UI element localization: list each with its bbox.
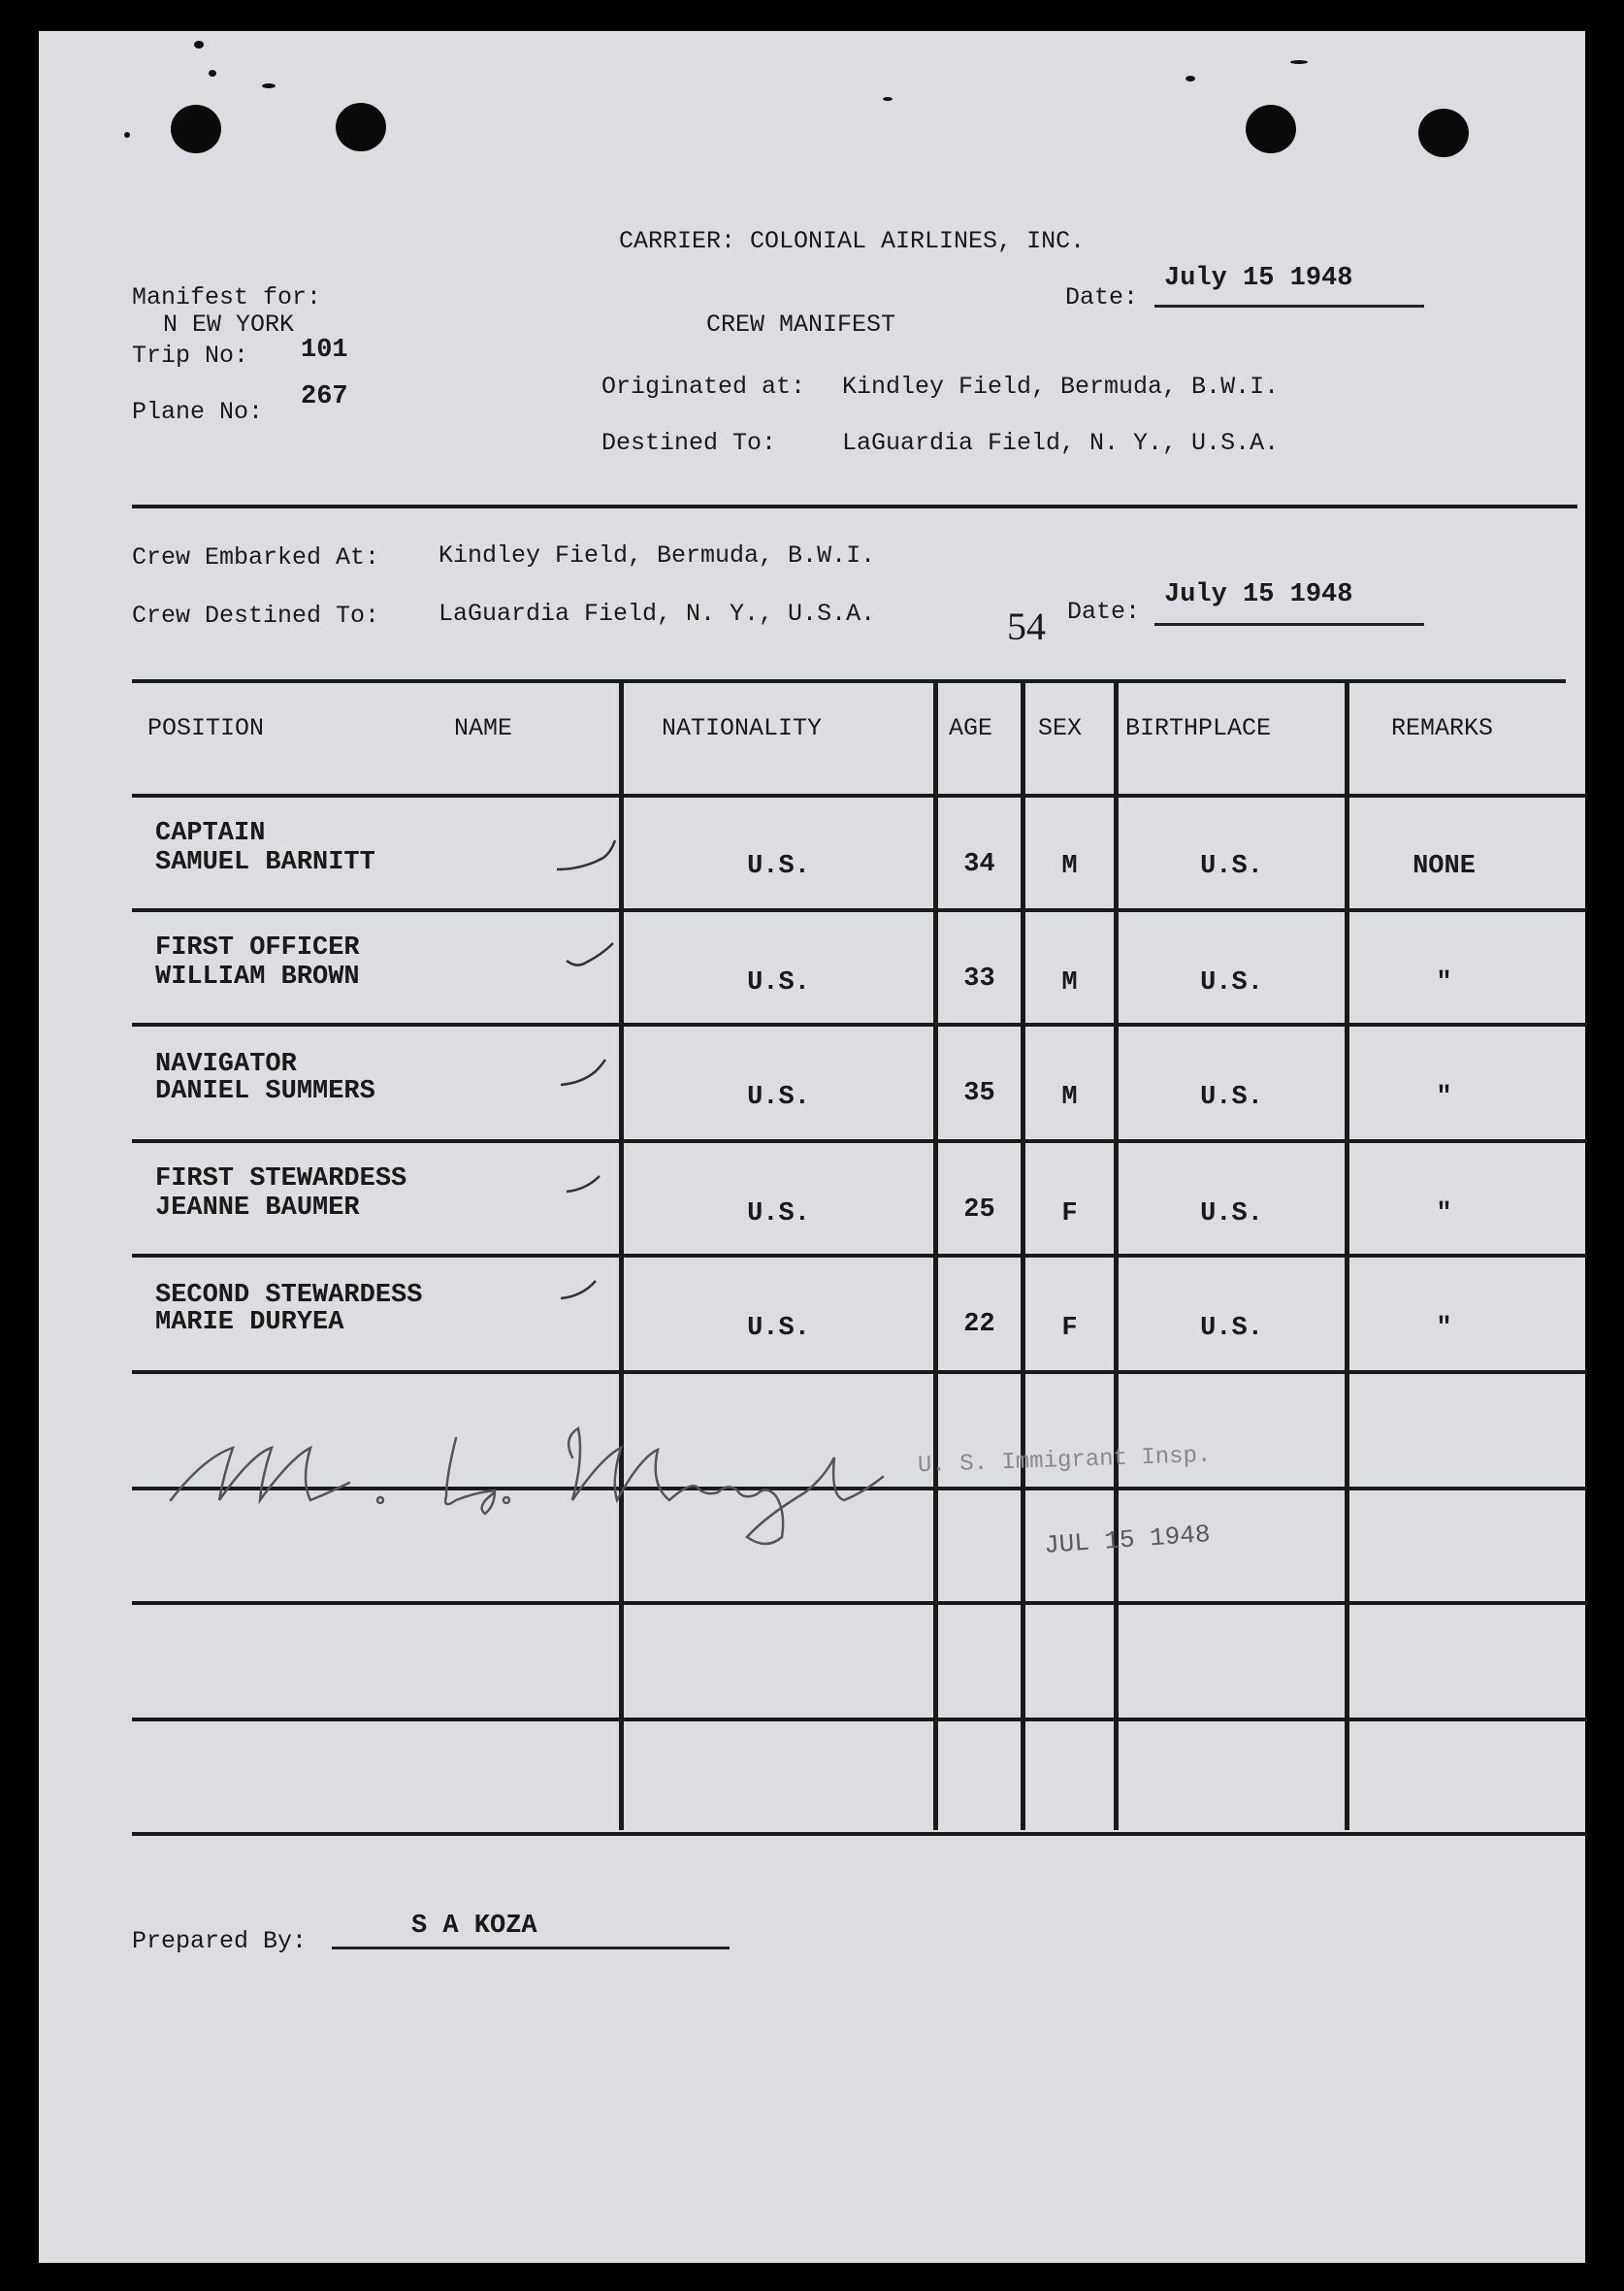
immigration-stamp-line1: U. S. Immigrant Insp. <box>917 1442 1212 1480</box>
row-age: 25 <box>963 1195 995 1225</box>
table-bottom-rule <box>132 1832 1587 1836</box>
crew-date-underline <box>1154 623 1424 626</box>
carrier-heading: CARRIER: COLONIAL AIRLINES, INC. <box>619 227 1086 255</box>
row-remarks: " <box>1436 1314 1452 1343</box>
header-nationality: NATIONALITY <box>662 714 823 742</box>
row-remarks: NONE <box>1413 852 1476 881</box>
crew-destined-label: Crew Destined To: <box>132 602 380 630</box>
row-position: FIRST STEWARDESS <box>155 1164 407 1194</box>
trip-value: 101 <box>301 336 348 365</box>
row-birthplace: U.S. <box>1200 1083 1263 1112</box>
header-name: NAME <box>454 714 513 742</box>
row-age: 33 <box>963 965 995 994</box>
row-sex: M <box>1061 1083 1078 1112</box>
crew-embarked-label: Crew Embarked At: <box>132 543 380 572</box>
row-birthplace: U.S. <box>1200 1199 1263 1228</box>
header-position: POSITION <box>147 714 265 742</box>
row-position: CAPTAIN <box>155 819 266 848</box>
table-row-rule <box>132 908 1587 912</box>
document-title: CREW MANIFEST <box>706 311 896 339</box>
manifest-for-label: Manifest for: <box>132 283 322 311</box>
row-sex: F <box>1061 1199 1078 1228</box>
row-name: DANIEL SUMMERS <box>155 1077 375 1106</box>
row-sex: M <box>1061 968 1078 998</box>
row-nationality: U.S. <box>747 852 810 881</box>
originated-label: Originated at: <box>601 373 806 401</box>
manifest-page <box>39 31 1585 2263</box>
punch-hole <box>171 105 221 153</box>
check-mark-icon <box>563 935 631 974</box>
table-top-rule <box>132 679 1566 683</box>
row-sex: M <box>1061 852 1078 881</box>
row-birthplace: U.S. <box>1200 1314 1263 1343</box>
prepared-by-underline <box>332 1947 730 1949</box>
row-age: 35 <box>963 1079 995 1108</box>
row-position: FIRST OFFICER <box>155 933 360 963</box>
plane-label: Plane No: <box>132 398 264 426</box>
table-row-rule <box>132 1139 1587 1143</box>
check-mark-icon <box>563 1166 631 1205</box>
check-mark-icon <box>557 1269 625 1308</box>
row-birthplace: U.S. <box>1200 968 1263 998</box>
row-nationality: U.S. <box>747 1083 810 1112</box>
row-birthplace: U.S. <box>1200 852 1263 881</box>
header-age: AGE <box>949 714 993 742</box>
row-nationality: U.S. <box>747 1199 810 1228</box>
originated-value: Kindley Field, Bermuda, B.W.I. <box>842 373 1280 401</box>
header-sex: SEX <box>1038 714 1083 742</box>
crew-destined-value: LaGuardia Field, N. Y., U.S.A. <box>438 600 876 628</box>
row-remarks: " <box>1436 1083 1452 1112</box>
punch-hole <box>336 103 386 151</box>
table-row-rule <box>132 1023 1587 1027</box>
check-mark-icon <box>553 836 621 875</box>
row-age: 22 <box>963 1310 995 1339</box>
prepared-by-value: S A KOZA <box>411 1912 537 1941</box>
row-sex: F <box>1061 1314 1078 1343</box>
divider <box>132 505 1577 508</box>
row-name: WILLIAM BROWN <box>155 963 360 992</box>
header-remarks: REMARKS <box>1391 714 1494 742</box>
header-birthplace: BIRTHPLACE <box>1125 714 1272 742</box>
plane-value: 267 <box>301 382 348 411</box>
punch-hole <box>1246 105 1296 153</box>
date-label: Date: <box>1065 283 1139 311</box>
date-underline <box>1154 305 1424 308</box>
manifest-for-value: N EW YORK <box>163 311 295 339</box>
punch-hole <box>1418 109 1469 157</box>
table-row-rule <box>132 1718 1587 1721</box>
trip-label: Trip No: <box>132 342 249 370</box>
row-remarks: " <box>1436 1199 1452 1228</box>
row-nationality: U.S. <box>747 968 810 998</box>
row-position: SECOND STEWARDESS <box>155 1281 423 1310</box>
destined-label: Destined To: <box>601 429 777 457</box>
table-row-rule <box>132 1370 1587 1374</box>
table-header-rule <box>132 794 1587 798</box>
inspector-signature <box>165 1399 902 1555</box>
destined-value: LaGuardia Field, N. Y., U.S.A. <box>842 429 1280 457</box>
crew-date-value: July 15 1948 <box>1164 580 1353 609</box>
prepared-by-label: Prepared By: <box>132 1927 308 1955</box>
table-row-rule <box>132 1254 1587 1258</box>
row-name: MARIE DURYEA <box>155 1308 344 1337</box>
page-number: 54 <box>1007 605 1046 648</box>
row-nationality: U.S. <box>747 1314 810 1343</box>
date-value: July 15 1948 <box>1164 264 1353 293</box>
row-name: JEANNE BAUMER <box>155 1194 360 1223</box>
crew-embarked-value: Kindley Field, Bermuda, B.W.I. <box>438 541 876 570</box>
row-position: NAVIGATOR <box>155 1050 297 1079</box>
check-mark-icon <box>557 1054 625 1093</box>
row-name: SAMUEL BARNITT <box>155 848 375 877</box>
row-remarks: " <box>1436 968 1452 998</box>
table-row-rule <box>132 1601 1587 1605</box>
crew-date-label: Date: <box>1067 598 1141 626</box>
row-age: 34 <box>963 850 995 879</box>
immigration-stamp-date: JUL 15 1948 <box>1043 1520 1212 1560</box>
